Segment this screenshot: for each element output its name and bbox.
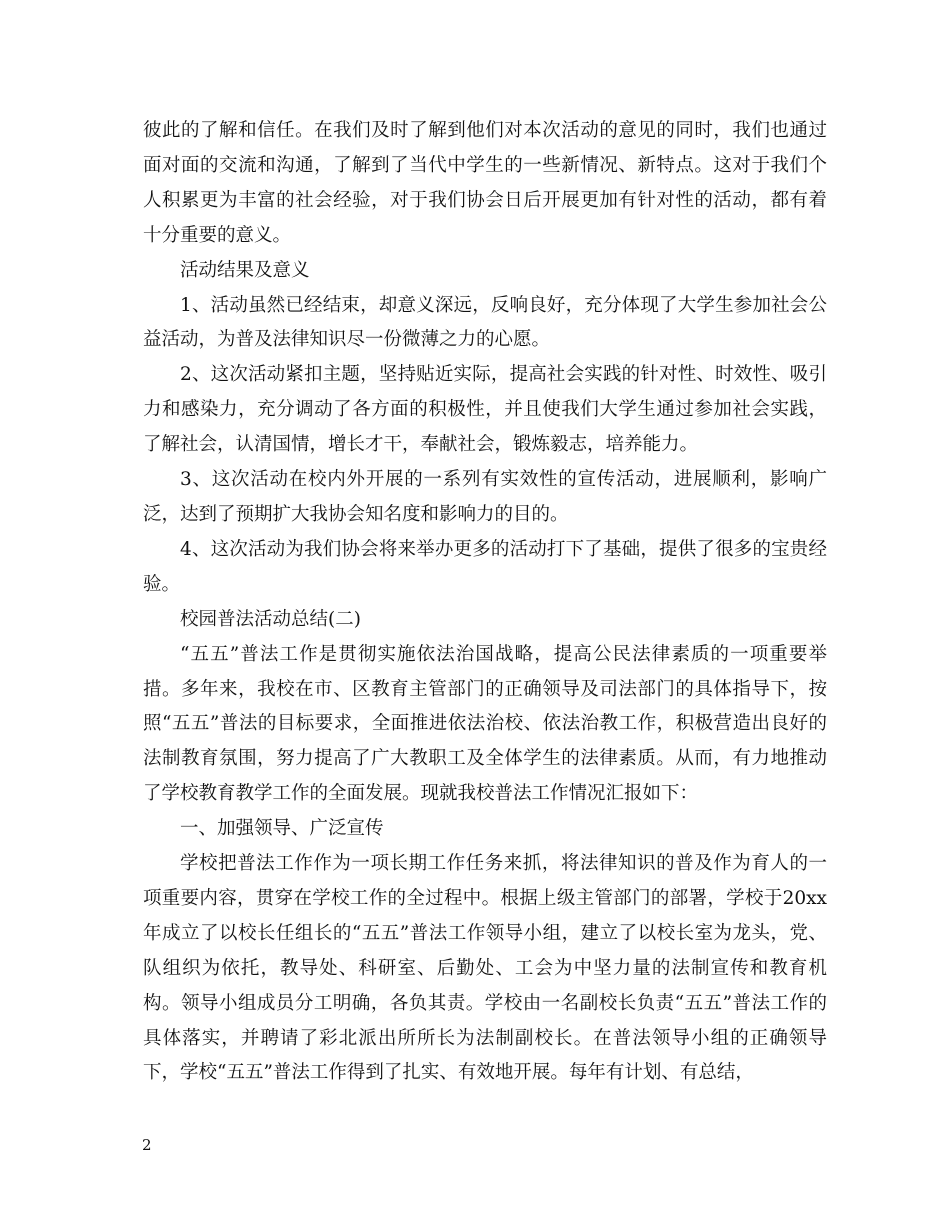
paragraph-item-4: 4、这次活动为我们协会将来举办更多的活动打下了基础，提供了很多的宝贵经验。 bbox=[143, 538, 827, 595]
paragraph-intro: “五五”普法工作是贯彻实施依法治国战略，提高公民法律素质的一项重要举措。多年来，我校在市、区教育主管部门的正确领导及司法部门的具体指导下，按照“五五”普法的目标要求，全面推进依法治校、依法治教工作，积极营造出良好的法制教育氛围，努力提高了广大教职工及全体学生的法律素质。从而，有力地推动了学校教育教学工作的全面发展。现就我校普法工作情况汇报如下： bbox=[143, 643, 827, 805]
paragraph-continuation: 彼此的了解和信任。在我们及时了解到他们对本次活动的意见的同时，我们也通过面对面的交流和沟通，了解到了当代中学生的一些新情况、新特点。这对于我们个人积累更为丰富的社会经验，对于我们协会日后开展更加有针对性的活动，都有着十分重要的意义。 bbox=[143, 120, 827, 246]
paragraph-item-3: 3、这次活动在校内外开展的一系列有实效性的宣传活动，进展顺利，影响广泛，达到了预期扩大我协会知名度和影响力的目的。 bbox=[143, 469, 827, 525]
section-heading-results: 活动结果及意义 bbox=[180, 259, 310, 281]
paragraph-leadership: 学校把普法工作作为一项长期工作任务来抓，将法律知识的普及作为育人的一项重要内容，贯穿在学校工作的全过程中。根据上级主管部门的部署，学校于20xx年成立了以校长任组长的“五五”普法工作领导小组，建立了以校长室为龙头，党、队组织为依托，教导处、科研室、后勤处、工会为中坚力量的法制宣传和教育机构。领导小组成员分工明确，各负其责。学校由一名副校长负责“五五”普法工作的具体落实，并聘请了彩北派出所所长为法制副校长。在普法领导小组的正确领导下，学校“五五”普法工作得到了扎实、有效地开展。每年有计划、有总结， bbox=[143, 853, 827, 1084]
page-number: 2 bbox=[142, 1136, 152, 1154]
body-text bbox=[143, 114, 827, 1091]
section-heading-summary-two: 校园普法活动总结(二) bbox=[180, 608, 361, 630]
paragraph-item-2: 2、这次活动紧扣主题，坚持贴近实际，提高社会实践的针对性、时效性、吸引力和感染力，充分调动了各方面的积极性，并且使我们大学生通过参加社会实践，了解社会，认清国情，增长才干，奉献社会，锻炼毅志，培养能力。 bbox=[143, 364, 827, 456]
section-heading-leadership: 一、加强领导、广泛宣传 bbox=[180, 818, 384, 840]
paragraph-item-1: 1、活动虽然已经结束，却意义深远，反响良好，充分体现了大学生参加社会公益活动，为普及法律知识尽一份微薄之力的心愿。 bbox=[143, 294, 827, 351]
